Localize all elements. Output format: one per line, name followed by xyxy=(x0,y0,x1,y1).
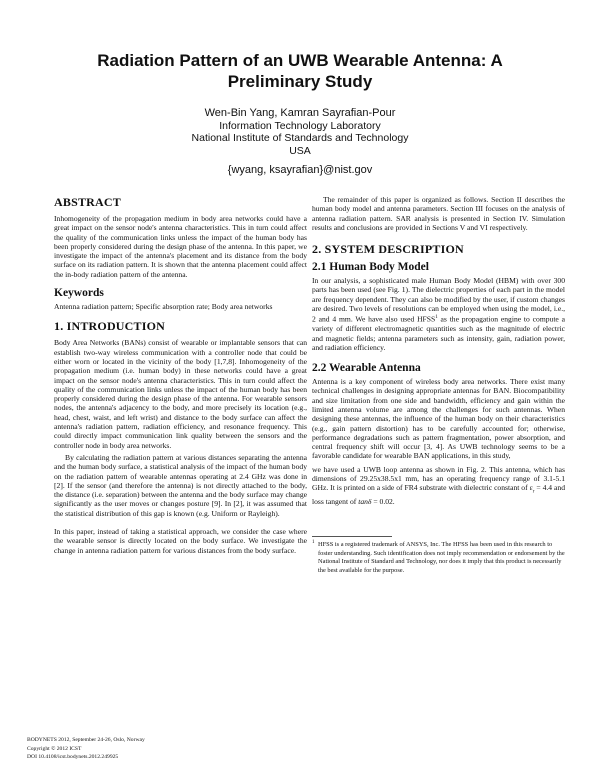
hbm-text-part-2: as the propagation engine to compute a variety of different electromagnetic quantities such as the magnitude of electric and magnetic fields; antenna parameters such as intensity, gain, radiation power, and radiation efficiency. xyxy=(312,314,565,352)
footer-conference: BODYNETS 2012, September 24-26, Oslo, Norway xyxy=(27,737,145,743)
footnote-mark: 1 xyxy=(312,540,315,546)
wearable-antenna-paragraph-2 xyxy=(312,465,565,507)
abstract-heading: ABSTRACT xyxy=(54,195,121,209)
right-column xyxy=(312,195,565,575)
footer-copyright: Copyright © 2012 ICST xyxy=(27,745,82,752)
author-lab: Information Technology Laboratory xyxy=(219,119,381,132)
tan-delta: tanδ xyxy=(358,497,372,507)
antenna-text-part-2: = 4.4 and loss tangent of xyxy=(312,483,565,507)
footnote-text: HFSS is a registered trademark of ANSYS, Inc. The HFSS has been used in this research to foster understanding. Such identification does not imply recommendation or endorsement by the National Institute of Standard and Technology, nor does it imply that this product is necessarily the best available for the purpose. xyxy=(318,541,565,574)
system-description-heading: 2. SYSTEM DESCRIPTION xyxy=(312,242,464,257)
author-emails: {wyang, ksayrafian}@nist.gov xyxy=(227,164,373,176)
paper-title: Radiation Pattern of an UWB Wearable Antenna: A Preliminary Study xyxy=(97,51,503,91)
author-country: USA xyxy=(289,144,311,157)
human-body-model-heading: 2.1 Human Body Model xyxy=(312,261,429,274)
human-body-model-text xyxy=(312,276,565,352)
intro-heading: 1. INTRODUCTION xyxy=(54,319,166,334)
author-block xyxy=(60,107,540,177)
abstract-text: Inhomogeneity of the propagation medium in body area networks could have a great impact on the sensor node's antenna characteristics. This in turn could affect the quality of the communication links unless the impact of the human body has been properly considered during the design phase of the antenna. In this paper, we investigate the impact of the antenna's placement and its distance from the body surface on its radiation pattern. It is shown that the antenna placement could affect the in-body radiation pattern of the antenna. xyxy=(54,214,307,279)
antenna-text-part-1: we have used a UWB loop antenna as shown in Fig. 2. This antenna, which has dimensions of 29.25x38.5x1 mm, has an operating frequency range of 3.1-5.1 GHz. It is printed on a side of FR4 substrate with dielectric constant of ε xyxy=(312,464,565,493)
epsilon-subscript: r xyxy=(532,489,535,495)
wearable-antenna-heading: 2.2 Wearable Antenna xyxy=(312,362,421,375)
left-column xyxy=(54,195,307,555)
author-institute: National Institute of Standards and Technology xyxy=(191,132,409,144)
intro-paragraph-1: Body Area Networks (BANs) consist of wearable or implantable sensors that can establish two-way wireless communication with a controller node that could be either worn or located in the vicinity of the body [1,7,8]. Inhomogeneity of the propagation medium (i.e. human body) in these networks could have a great impact on the sensor node's antenna characteristics. This in turn could affect the quality of the communication links unless the impact of the human body has been properly considered during the design phase of the antenna. For wearable sensors nodes, the antenna's adjacency to the body, and more precisely its location (e.g., head, chest, waist, and left wrist) and distance to the body surface can affect the antenna's radiation pattern, radiation efficiency, and resonance frequency. This could directly impact communication link quality between the sensors and the controller node in body area networks. xyxy=(54,338,307,450)
keywords-text: Antenna radiation pattern; Specific absorption rate; Body area networks xyxy=(54,302,273,312)
hfss-footnote-ref: 1 xyxy=(435,315,438,321)
intro-paragraph-2: By calculating the radiation pattern at various distances separating the antenna and the human body surface, a statistical analysis of the impact of the human body on the radiation pattern of wearable antennas operating at 2.4 GHz was done in [2]. If the sensor (and therefore the antenna) is not directly attached to the body, the distance (i.e. separation) between the antenna and the body surface may change significantly as the user moves or changes posture [9]. In [2], it was assumed that the statistical distribution of this gap is known (e.g. Uniform or Rayleigh). xyxy=(54,452,307,518)
antenna-text-part-3: = 0.02. xyxy=(371,497,395,507)
hbm-text-part-1: In our analysis, a sophisticated male Human Body Model (HBM) with over 300 parts has been used (see Fig. 1). The dielectric properties of each part in the model are frequency dependent. They can also be modified by the user, if custom changes are desired. Two levels of resolutions can be employed when using the model, i.e., 2 and 4 mm. We have also used HFSS xyxy=(312,276,565,324)
footer-doi: DOI 10.4108/icst.bodynets.2012.249925 xyxy=(27,754,119,761)
organization-paragraph: The remainder of this paper is organized as follows. Section II describes the human body model and antenna parameters. Section III focuses on the analysis of antenna radiation pattern. SAR analysis is presented in Section IV. Simulation results and conclusions are provided in Sections V and VI respectively. xyxy=(312,195,565,232)
intro-paragraph-3: In this paper, instead of taking a statistical approach, we consider the case where the wearable sensor is directly located on the body surface. We investigate the change in antenna radiation pattern for various distances from the body surface. xyxy=(54,527,307,555)
wearable-antenna-paragraph-1: Antenna is a key component of wireless body area networks. There exist many technical challenges in designing appropriate antennas for BAN. Biocompatibility and size limitation from one side and bandwidth, efficiency and gain within the limited antenna volume are among the challenges for such antennas. When designing these antennas, the influence of the human body on their characteristics (e.g., gain pattern distortion) has to be carefully accounted for; otherwise, performance degradations such as pattern fragmentation, power absorption, and central frequency shift will occur [3, 4]. As UWB technology seems to be a favorable candidate for wearable BAN applications, in this study, xyxy=(312,377,565,461)
author-names: Wen-Bin Yang, Kamran Sayrafian-Pour xyxy=(204,107,396,119)
footnote-rule xyxy=(312,536,392,537)
keywords-heading: Keywords xyxy=(54,287,104,300)
page-footer xyxy=(27,736,145,762)
footnote xyxy=(312,541,565,575)
